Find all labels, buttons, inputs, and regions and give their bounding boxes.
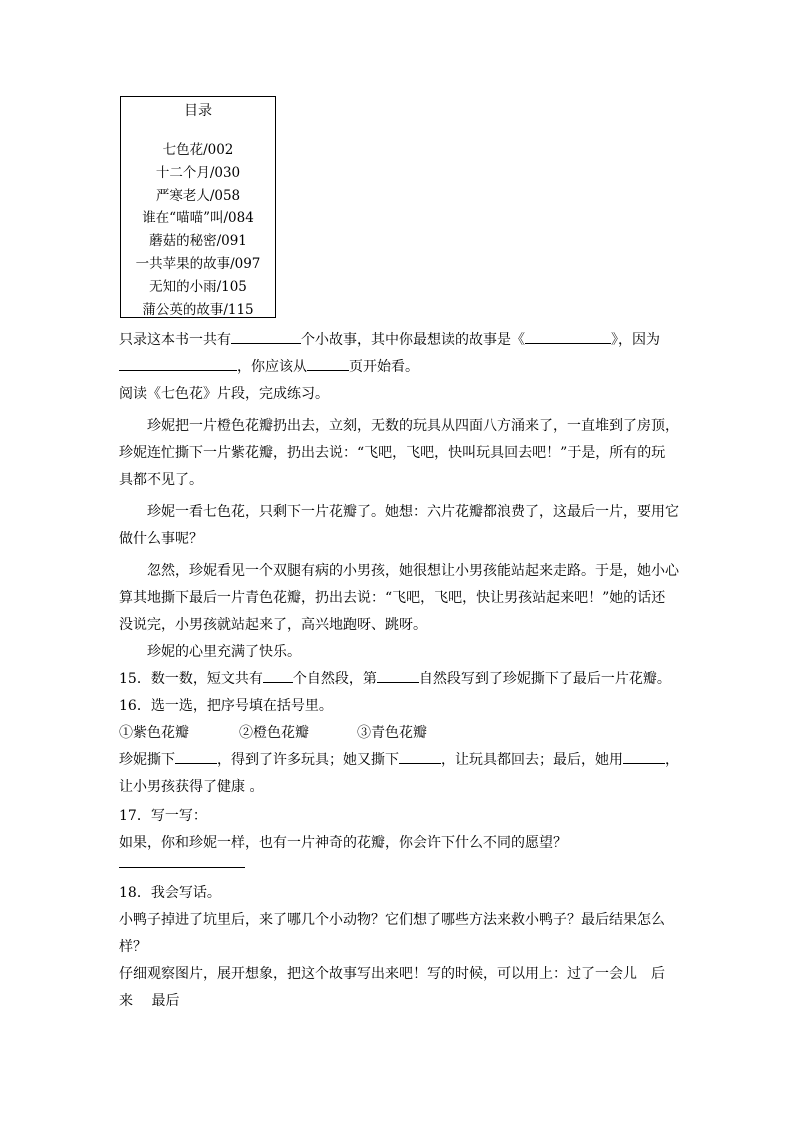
question-text: ，你应该从: [237, 359, 307, 375]
question-18-text-line1: 小鸭子掉进了坑里后，来了哪几个小动物？它们想了哪些方法来救小鸭子？最后结果怎么: [119, 912, 665, 928]
reason-blank[interactable]: [119, 356, 237, 371]
question-text: ，: [665, 752, 679, 768]
toc-entry: 一共苹果的故事/097: [135, 255, 261, 272]
question-18-instruction-line2: 来 最后: [119, 993, 180, 1009]
question-16-sentence: [119, 747, 679, 774]
paragraph-number-blank[interactable]: [377, 668, 419, 683]
question-16-sentence-end: 让小男孩获得了健康 。: [119, 779, 264, 795]
answer-line[interactable]: [119, 857, 245, 868]
answer-blank-3[interactable]: [623, 749, 665, 764]
passage-intro: 阅读《七色花》片段，完成练习。: [119, 386, 329, 402]
page-number-blank[interactable]: [307, 356, 349, 371]
passage-paragraph-3: 忽然，珍妮看见一个双腿有病的小男孩，她很想让小男孩能站起来走路。于是，她小心算其地撕下最后一片青色花瓣，扔出去说：“飞吧，飞吧，快让男孩站起来吧！”她的话还没说完，小男孩就站起来了，高兴地跑呀、跳呀。: [119, 563, 679, 633]
question-18-title: 18．我会写话。: [119, 885, 221, 901]
passage-paragraph-4: 珍妮的心里充满了快乐。: [147, 644, 301, 660]
question-15: [119, 666, 679, 693]
question-18-text-line2: 样？: [119, 939, 147, 955]
toc-list: [121, 139, 275, 321]
question-16-options: [119, 720, 679, 747]
question-text: ，得到了许多玩具；她又撕下: [217, 752, 399, 768]
toc-entry: 谁在“喵喵”叫/084: [142, 210, 254, 227]
question-text: 自然段写到了珍妮撕下了最后一片花瓣。: [418, 671, 671, 687]
favorite-story-blank[interactable]: [525, 329, 611, 344]
question-text: 个小故事，其中你最想读的故事是《: [301, 332, 525, 348]
question-18-instruction-line1: 仔细观察图片，展开想象，把这个故事写出来吧！写的时候，可以用上：过了一会儿 后: [119, 966, 665, 982]
toc-entry: 七色花/002: [162, 142, 234, 158]
question-text: 页开始看。: [349, 359, 419, 375]
question-17-title: 17．写一写：: [119, 808, 207, 824]
toc-entry: 严寒老人/058: [155, 187, 241, 204]
question-text: 15．数一数，短文共有: [119, 671, 263, 687]
option-cyan-petal: ③青色花瓣: [357, 725, 427, 741]
passage-paragraph-2: 珍妮一看七色花，只剩下一片花瓣了。她想：六片花瓣都浪费了，这最后一片，要用它做什么事呢？: [119, 504, 679, 547]
table-of-contents-box: [120, 96, 276, 318]
question-text: 个自然段，第: [292, 671, 377, 687]
toc-entry: 蘑菇的秘密/091: [149, 233, 247, 250]
question-text: ，让玩具都回去；最后，她用: [441, 752, 623, 768]
toc-entry: 十二个月/030: [155, 164, 241, 181]
toc-entry: 无知的小雨/105: [149, 278, 247, 295]
toc-question-line2: [119, 354, 679, 381]
answer-blank-2[interactable]: [399, 749, 441, 764]
question-17-text: 如果，你和珍妮一样，也有一片神奇的花瓣，你会许下什么不同的愿望？: [119, 835, 567, 851]
paragraph-count-blank[interactable]: [263, 668, 293, 683]
toc-question-line1: [119, 327, 679, 354]
question-text: 只录这本书一共有: [119, 332, 231, 348]
toc-entry: 蒲公英的故事/115: [142, 301, 254, 318]
option-purple-petal: ①紫色花瓣: [119, 725, 189, 741]
toc-title: 目录: [184, 103, 212, 119]
question-16-title: 16．选一选，把序号填在括号里。: [119, 698, 333, 714]
story-count-blank[interactable]: [231, 329, 301, 344]
worksheet-content: [119, 327, 679, 1015]
passage-paragraph-1: 珍妮把一片橙色花瓣扔出去，立刻，无数的玩具从四面八方涌来了，一直堆到了房顶，珍妮连忙撕下一片紫花瓣，扔出去说：“飞吧，飞吧，快叫玩具回去吧！”于是，所有的玩具都不见了。: [119, 418, 679, 488]
answer-blank-1[interactable]: [175, 749, 217, 764]
question-text: 》，因为: [611, 332, 660, 348]
question-text: 珍妮撕下: [119, 752, 175, 768]
option-orange-petal: ②橙色花瓣: [239, 725, 309, 741]
